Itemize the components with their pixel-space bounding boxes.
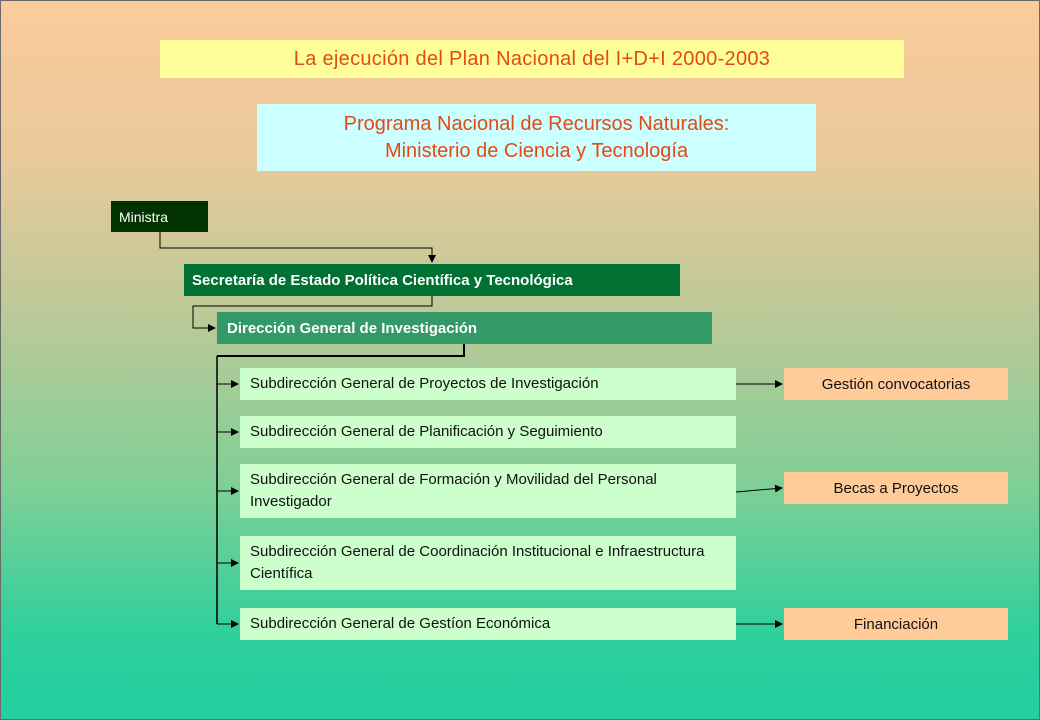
node-sub-formacion: Subdirección General de Formación y Movilidad del Personal Investigador: [240, 464, 736, 518]
output-financiacion: Financiación: [784, 608, 1008, 640]
slide-title: La ejecución del Plan Nacional del I+D+I 2000-2003: [160, 40, 904, 78]
node-sub-gestion-economica: Subdirección General de Gestíon Económica: [240, 608, 736, 640]
subtitle-line-1: Programa Nacional de Recursos Naturales:: [343, 112, 730, 135]
output-gestion-convocatorias: Gestión convocatorias: [784, 368, 1008, 400]
node-direccion: Dirección General de Investigación: [217, 312, 712, 344]
connector-direccion-bus: [217, 344, 464, 356]
node-secretaria: Secretaría de Estado Política Científica y Tecnológica: [184, 264, 680, 296]
connector-out-becas: [736, 488, 782, 492]
node-sub-planificacion: Subdirección General de Planificación y Seguimiento: [240, 416, 736, 448]
connector-ministra-secretaria: [160, 232, 432, 262]
node-ministra: Ministra: [111, 201, 208, 232]
output-becas-proyectos: Becas a Proyectos: [784, 472, 1008, 504]
subtitle-line-2: Ministerio de Ciencia y Tecnología: [384, 139, 689, 162]
node-sub-coordinacion: Subdirección General de Coordinación Institucional e Infraestructura Científica: [240, 536, 736, 590]
node-sub-proyectos: Subdirección General de Proyectos de Investigación: [240, 368, 736, 400]
